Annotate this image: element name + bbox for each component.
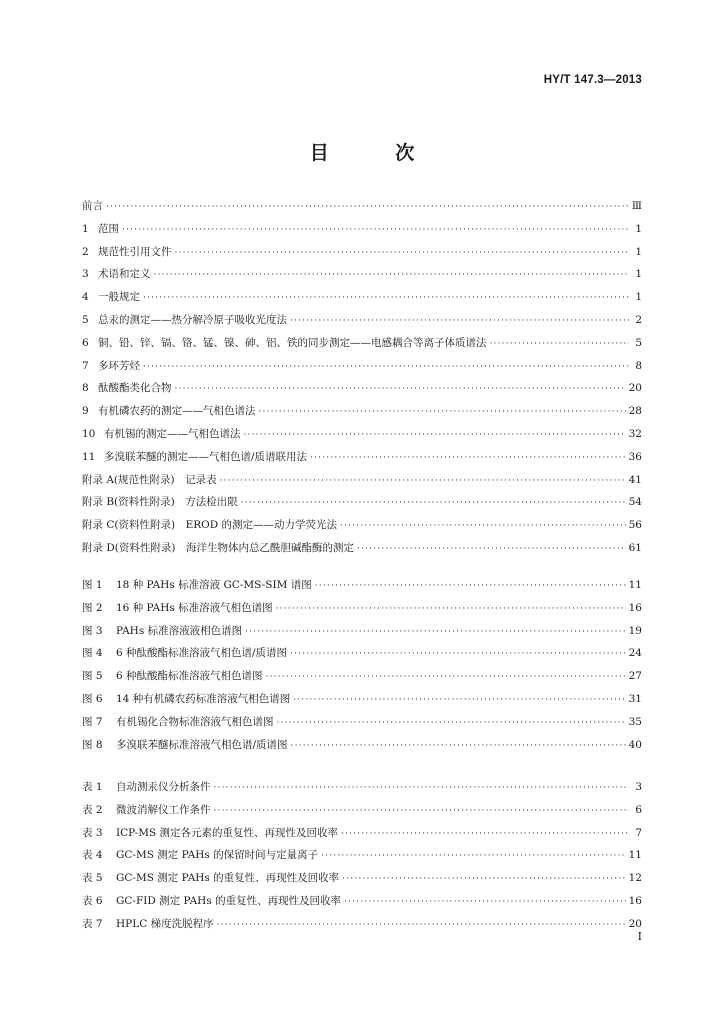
- figure-toc-list: [82, 574, 642, 756]
- toc-entry-label: 6 种酞酸酯标准溶液气相色谱/质谱图: [116, 647, 288, 660]
- toc-section-entry[interactable]: [82, 218, 642, 241]
- dot-leader: [143, 356, 629, 379]
- toc-entry-number: 表 1: [82, 781, 103, 793]
- toc-entry-page: 12: [628, 872, 642, 885]
- toc-section-entry[interactable]: [82, 400, 642, 423]
- dot-leader: [290, 643, 626, 666]
- dot-leader: [154, 264, 630, 287]
- dot-leader: [241, 492, 626, 515]
- toc-section-entry[interactable]: [82, 377, 642, 400]
- toc-entry-label: GC-FID 测定 PAHs 的重复性、再现性及回收率: [116, 894, 342, 907]
- dot-leader: [276, 598, 626, 621]
- toc-section-entry[interactable]: [82, 286, 642, 309]
- table-toc-list: [82, 776, 642, 936]
- toc-entry-number: 3: [82, 268, 89, 281]
- toc-entry-label: HPLC 梯度洗脱程序: [116, 917, 214, 930]
- dot-leader: [214, 800, 630, 823]
- toc-entry-number: 图 7: [82, 715, 103, 728]
- toc-entry-number: 4: [82, 291, 89, 304]
- toc-figure-entry[interactable]: [82, 642, 642, 665]
- toc-entry-page: 3: [635, 781, 642, 793]
- toc-entry-label: 一般规定: [98, 291, 140, 304]
- toc-entry-label: 有机磷农药的测定——气相色谱法: [98, 405, 256, 418]
- toc-table-entry[interactable]: [82, 776, 642, 799]
- toc-table-entry[interactable]: [82, 844, 642, 867]
- toc-entry-page: 16: [628, 894, 642, 907]
- dot-leader: [214, 777, 630, 800]
- toc-entry-label: 自动测汞仪分析条件: [116, 781, 211, 793]
- toc-entry-number: 图 2: [82, 601, 103, 614]
- dot-leader: [321, 845, 625, 868]
- toc-section-entry[interactable]: [82, 469, 642, 492]
- toc-entry-page: 1: [635, 268, 642, 281]
- toc-figure-entry[interactable]: [82, 711, 642, 734]
- dot-leader: [315, 575, 626, 598]
- toc-figure-entry[interactable]: [82, 688, 642, 711]
- dot-leader: [310, 447, 626, 470]
- toc-entry-label: 铜、铅、锌、镉、铬、锰、镍、砷、铝、铁的同步测定——电感耦合等离子体质谱法: [98, 336, 487, 349]
- toc-entry-label: 酞酸酯类化合物: [98, 382, 172, 395]
- dot-leader: [266, 666, 626, 689]
- toc-entry-label: 有机锡的测定——气相色谱法: [104, 427, 241, 440]
- toc-section-entry[interactable]: [82, 263, 642, 286]
- toc-entry-page: 11: [628, 579, 642, 591]
- toc-entry-number: 表 5: [82, 872, 103, 885]
- dot-leader: [342, 868, 625, 891]
- dot-leader: [259, 401, 626, 424]
- dot-leader: [293, 689, 625, 712]
- toc-figure-entry[interactable]: [82, 620, 642, 643]
- toc-section-entry[interactable]: [82, 423, 642, 446]
- toc-entry-number: 图 6: [82, 692, 103, 705]
- dot-leader: [291, 735, 626, 758]
- toc-section-entry[interactable]: [82, 309, 642, 332]
- toc-entry-number: 图 4: [82, 647, 103, 660]
- toc-entry-number: 1: [82, 222, 89, 235]
- toc-entry-label: GC-MS 测定 PAHs 的重复性、再现性及回收率: [116, 872, 340, 885]
- toc-entry-number: 表 7: [82, 917, 103, 930]
- toc-entry-number: 表 2: [82, 803, 103, 816]
- toc-entry-number: 11: [82, 450, 96, 463]
- toc-table-entry[interactable]: [82, 913, 642, 936]
- toc-entry-number: 2: [82, 245, 89, 258]
- toc-entry-label: 规范性引用文件: [98, 245, 172, 258]
- dot-leader: [106, 196, 629, 219]
- toc-entry-number: 10: [82, 427, 96, 440]
- toc-section-entry[interactable]: [82, 446, 642, 469]
- dot-leader: [122, 219, 629, 242]
- toc-entry-page: 8: [635, 359, 642, 372]
- toc-entry-page: 32: [628, 427, 642, 440]
- toc-entry-number: 图 8: [82, 738, 103, 751]
- toc-entry-label: 附录 A(规范性附录) 记录表: [82, 473, 217, 486]
- toc-entry-label: 多环芳烃: [98, 359, 140, 372]
- toc-entry-label: 多溴联苯醚标准溶液气相色谱/质谱图: [116, 738, 288, 751]
- toc-section-entry[interactable]: [82, 195, 642, 218]
- toc-entry-label: PAHs 标准溶液液相色谱图: [116, 624, 243, 637]
- toc-figure-entry[interactable]: [82, 574, 642, 597]
- dot-leader: [490, 333, 630, 356]
- toc-entry-label: 18 种 PAHs 标准溶液 GC-MS-SIM 谱图: [116, 579, 312, 591]
- dot-leader: [217, 914, 626, 937]
- dot-leader: [357, 538, 626, 561]
- toc-entry-label: 范围: [98, 222, 119, 235]
- toc-entry-label: 多溴联苯醚的测定——气相色谱/质谱联用法: [104, 450, 308, 463]
- toc-entry-number: 表 4: [82, 849, 103, 862]
- toc-section-entry[interactable]: [82, 332, 642, 355]
- toc-figure-entry[interactable]: [82, 597, 642, 620]
- toc-section-entry[interactable]: [82, 355, 642, 378]
- toc-entry-page: 16: [628, 601, 642, 614]
- toc-entry-page: 61: [628, 541, 642, 554]
- toc-entry-page: 35: [628, 715, 642, 728]
- toc-entry-page: 56: [628, 519, 642, 532]
- toc-entry-number: 9: [82, 405, 89, 418]
- toc-entry-page: 27: [628, 670, 642, 683]
- toc-entry-number: 表 6: [82, 894, 103, 907]
- toc-entry-number: 7: [82, 359, 89, 372]
- toc-figure-entry[interactable]: [82, 734, 642, 757]
- toc-table-entry[interactable]: [82, 822, 642, 845]
- toc-entry-label: 术语和定义: [98, 268, 151, 281]
- toc-entry-number: 表 3: [82, 826, 103, 839]
- toc-entry-label: 总汞的测定——热分解冷原子吸收光度法: [98, 313, 287, 326]
- dot-leader: [340, 515, 626, 538]
- page-number: I: [637, 930, 642, 943]
- toc-entry-page: 40: [628, 738, 642, 751]
- toc-entry-page: 1: [635, 222, 642, 235]
- toc-entry-label: ICP-MS 测定各元素的重复性、再现性及回收率: [116, 826, 339, 839]
- toc-entry-number: 8: [82, 382, 89, 395]
- toc-table-entry[interactable]: [82, 890, 642, 913]
- toc-entry-page: 7: [635, 826, 642, 839]
- toc-entry-page: 20: [628, 382, 642, 395]
- toc-table-entry[interactable]: [82, 799, 642, 822]
- toc-entry-page: 1: [635, 245, 642, 258]
- dot-leader: [341, 823, 629, 846]
- toc-entry-label: 附录 B(资料性附录) 方法检出限: [82, 496, 238, 509]
- toc-entry-label: 前言: [82, 200, 103, 212]
- toc-section-entry[interactable]: [82, 514, 642, 537]
- toc-entry-page: 2: [635, 313, 642, 326]
- toc-entry-page: 5: [635, 336, 642, 349]
- dot-leader: [344, 891, 626, 914]
- toc-entry-label: 附录 D(资料性附录) 海洋生物体内总乙酰胆碱酯酶的测定: [82, 541, 354, 554]
- toc-entry-number: 图 1: [82, 579, 103, 591]
- toc-entry-label: 14 种有机磷农药标准溶液气相色谱图: [116, 692, 291, 705]
- toc-entry-number: 图 5: [82, 670, 103, 683]
- toc-entry-page: Ⅲ: [631, 200, 642, 212]
- dot-leader: [143, 287, 629, 310]
- toc-entry-label: 微波消解仪工作条件: [116, 803, 211, 816]
- section-toc-list: [82, 195, 642, 560]
- toc-entry-number: 图 3: [82, 624, 103, 637]
- toc-entry-label: 附录 C(资料性附录) EROD 的测定——动力学荧光法: [82, 519, 337, 532]
- toc-entry-page: 31: [628, 692, 642, 705]
- toc-entry-page: 11: [628, 849, 642, 862]
- dot-leader: [245, 621, 626, 644]
- toc-entry-page: 19: [628, 624, 642, 637]
- toc-entry-number: 6: [82, 336, 89, 349]
- toc-title: 目 次: [309, 142, 445, 164]
- toc-section-entry[interactable]: [82, 491, 642, 514]
- standard-code: HY/T 147.3—2013: [543, 74, 642, 86]
- dot-leader: [277, 712, 626, 735]
- toc-entry-page: 28: [628, 405, 642, 418]
- toc-entry-page: 24: [628, 647, 642, 660]
- toc-entry-number: 5: [82, 313, 89, 326]
- toc-section-entry[interactable]: [82, 241, 642, 264]
- dot-leader: [290, 310, 629, 333]
- toc-figure-entry[interactable]: [82, 665, 642, 688]
- dot-leader: [175, 378, 626, 401]
- toc-entry-page: 1: [635, 291, 642, 304]
- dot-leader: [175, 242, 630, 265]
- toc-table-entry[interactable]: [82, 867, 642, 890]
- toc-section-entry[interactable]: [82, 537, 642, 560]
- dot-leader: [220, 470, 626, 493]
- toc-entry-page: 41: [628, 473, 642, 486]
- toc-entry-page: 54: [628, 496, 642, 509]
- toc-entry-label: 16 种 PAHs 标准溶液气相色谱图: [116, 601, 273, 614]
- dot-leader: [244, 424, 626, 447]
- toc-entry-label: 有机锡化合物标准溶液气相色谱图: [116, 715, 274, 728]
- toc-entry-label: GC-MS 测定 PAHs 的保留时间与定量离子: [116, 849, 319, 862]
- toc-entry-page: 6: [635, 803, 642, 816]
- toc-entry-label: 6 种酞酸酯标准溶液气相色谱图: [116, 670, 263, 683]
- toc-entry-page: 36: [628, 450, 642, 463]
- toc-entry-page: 20: [628, 917, 642, 930]
